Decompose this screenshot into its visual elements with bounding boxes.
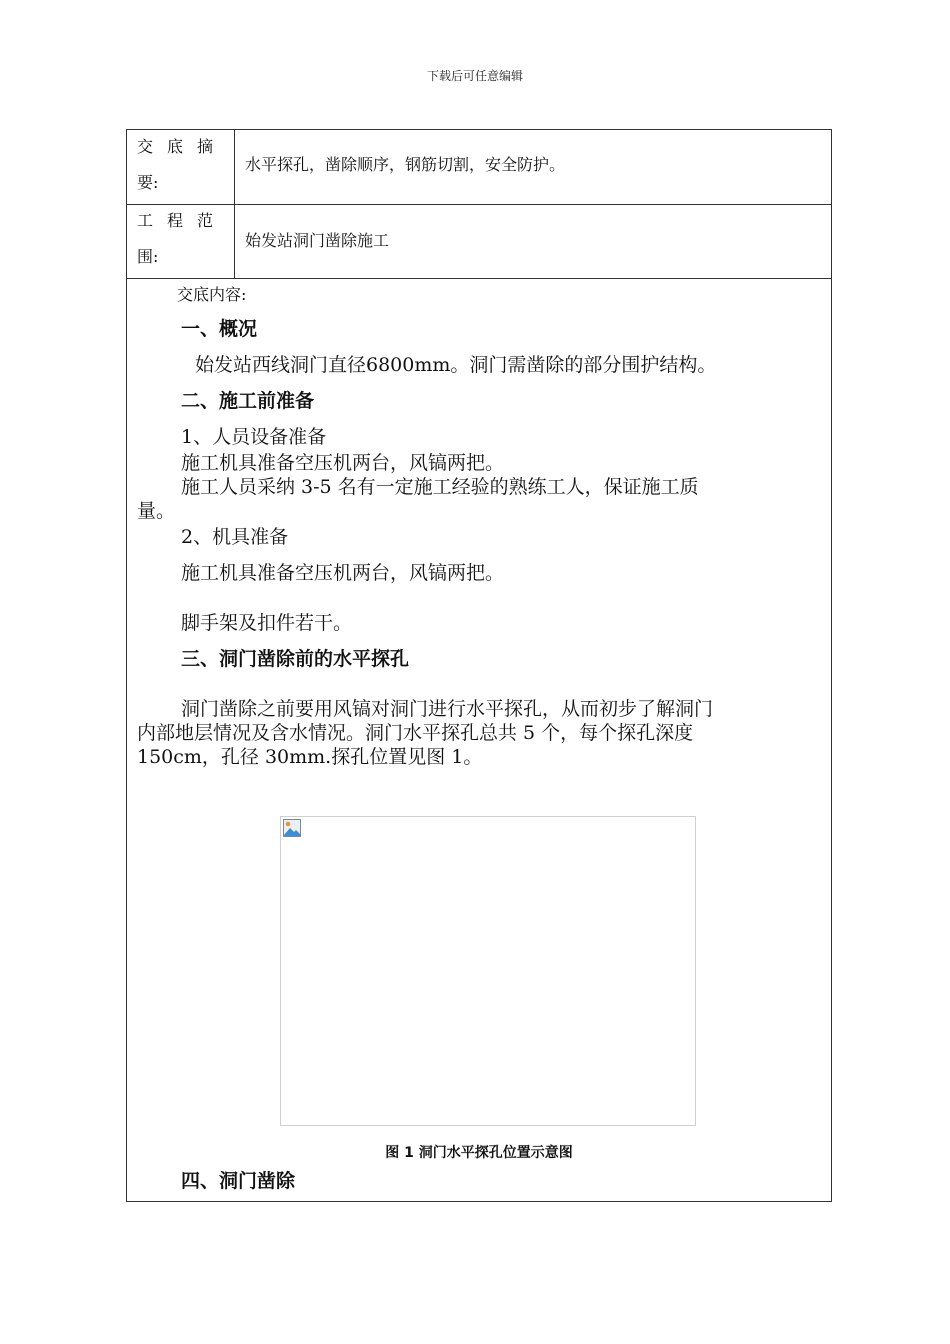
section-2-line-3: 施工机具准备空压机两台，风镐两把。	[181, 562, 505, 584]
section-2-sub-1: 1、人员设备准备	[181, 426, 327, 448]
technical-briefing-sheet	[126, 129, 832, 1202]
label-char: 底	[167, 137, 184, 156]
label-char: 程	[167, 211, 184, 230]
section-3-paragraph-line-3: 150cm，孔径 30mm.探孔位置见图 1。	[137, 746, 483, 768]
section-2-line-1: 施工机具准备空压机两台，风镐两把。	[181, 452, 505, 474]
label-tail: 要:	[137, 173, 159, 192]
label-char: 交	[137, 137, 154, 156]
label-char: 范	[197, 211, 214, 230]
label-char: 工	[137, 211, 154, 230]
label-char: 摘	[197, 137, 214, 156]
section-1-title: 一、概况	[181, 318, 258, 340]
page-header-note: 下载后可任意编辑	[426, 69, 523, 83]
broken-image-icon	[283, 819, 301, 837]
section-2-sub-2: 2、机具准备	[181, 526, 289, 548]
scope-row	[127, 204, 831, 279]
scope-value: 始发站洞门凿除施工	[245, 231, 390, 250]
summary-label	[127, 130, 235, 204]
label-tail: 围:	[137, 247, 159, 266]
section-3-paragraph-line-2: 内部地层情况及含水情况。洞门水平探孔总共 5 个，每个探孔深度	[137, 722, 694, 744]
section-2-line-2a: 施工人员采纳 3-5 名有一定施工经验的熟练工人，保证施工质	[181, 476, 699, 498]
section-1-text: 始发站西线洞门直径6800mm。洞门需凿除的部分围护结构。	[195, 354, 717, 376]
section-3-title: 三、洞门凿除前的水平探孔	[181, 648, 410, 670]
summary-row	[127, 130, 831, 205]
section-2-title: 二、施工前准备	[181, 390, 315, 412]
section-3-paragraph-line-1: 洞门凿除之前要用风镐对洞门进行水平探孔，从而初步了解洞门	[181, 698, 714, 720]
summary-value: 水平探孔，凿除顺序，钢筋切割，安全防护。	[245, 155, 566, 174]
content-intro: 交底内容:	[177, 285, 247, 304]
scope-label	[127, 204, 235, 278]
figure-1-image-placeholder	[280, 816, 696, 1126]
section-2-line-4: 脚手架及扣件若干。	[181, 612, 353, 634]
section-2-line-2b: 量。	[137, 500, 176, 522]
section-4-title: 四、洞门凿除	[181, 1170, 296, 1192]
figure-1-caption: 图 1 洞门水平探孔位置示意图	[385, 1145, 573, 1161]
